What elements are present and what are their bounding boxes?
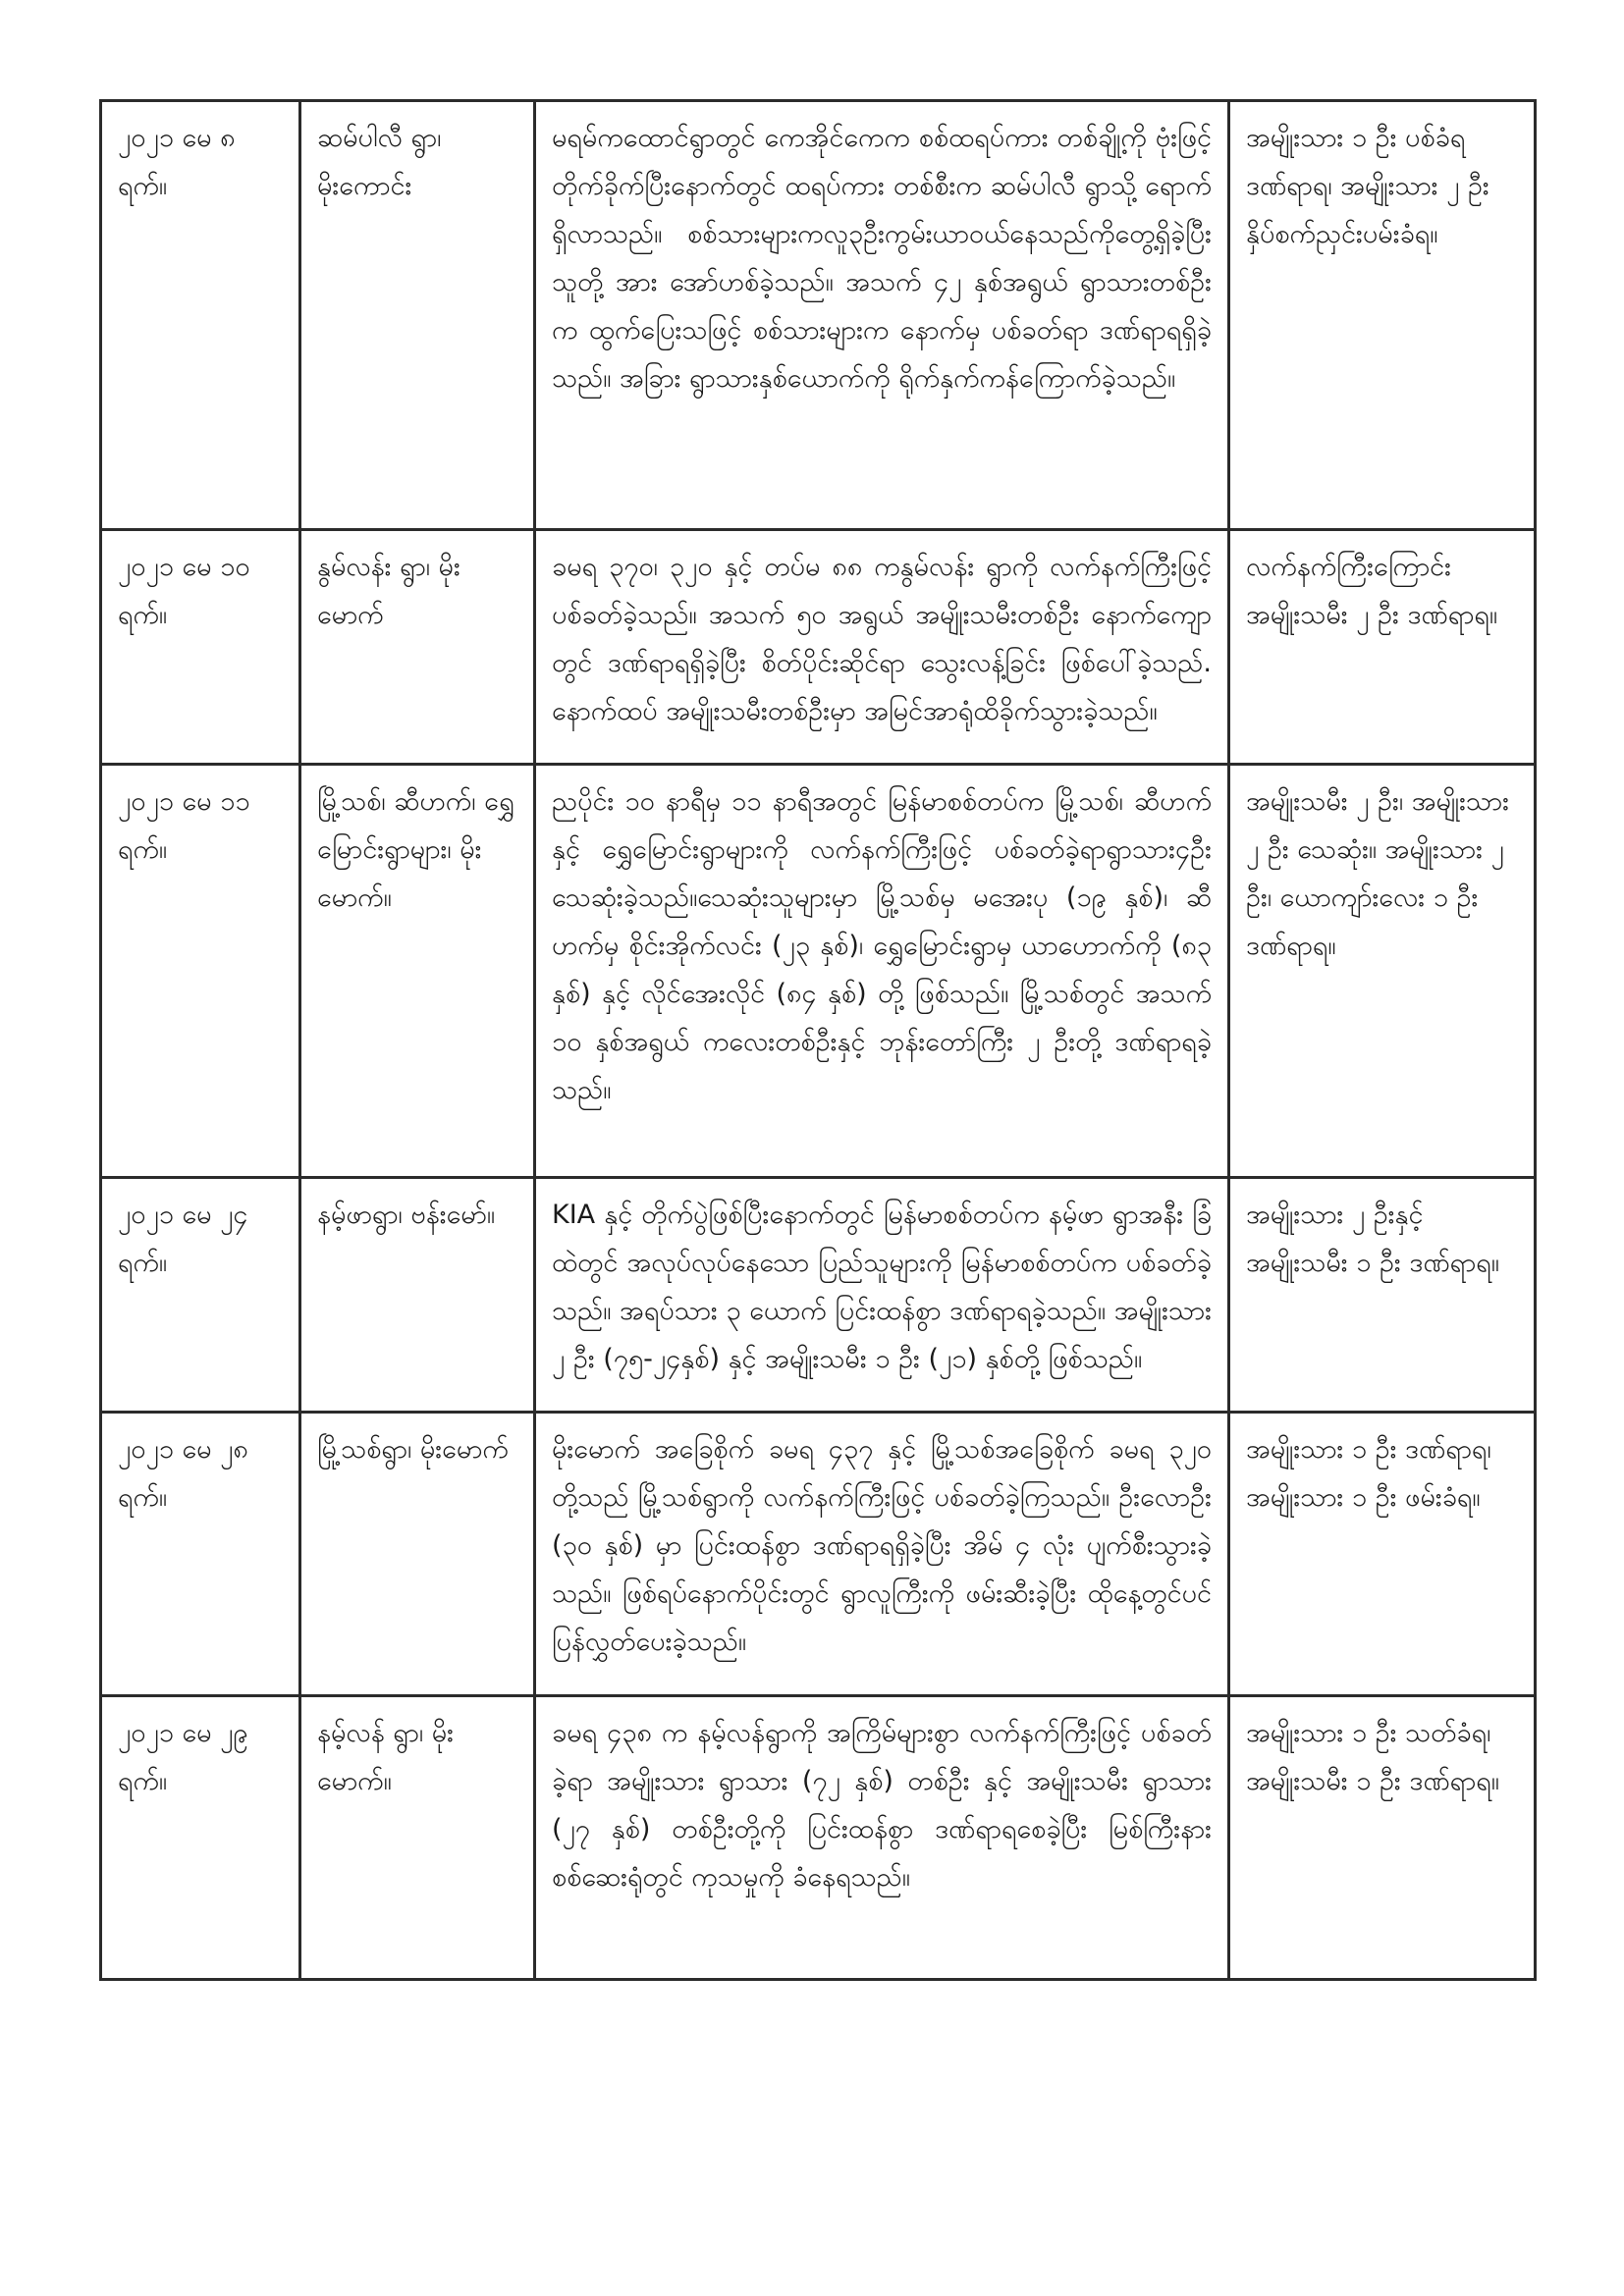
date-cell: ၂၀၂၁ မေ ၂၄ ရက်။ <box>101 1178 300 1413</box>
table-row <box>101 1413 1536 1696</box>
table-row <box>101 1696 1536 1980</box>
date-cell: ၂၀၂၁ မေ ၂၈ ရက်။ <box>101 1413 300 1696</box>
location-cell: နမ့်ဖာရွာ၊ ဗန်းမော်။ <box>300 1178 535 1413</box>
table-row <box>101 101 1536 530</box>
table-row <box>101 530 1536 765</box>
location-cell: ဆမ်ပါလီ ရွာ၊ မိုးကောင်း <box>300 101 535 530</box>
victims-cell: အမျိုးသား ၁ ဦး ပစ်ခံရ ဒဏ်ရာရ၊ အမျိုးသား ၂ ဦးနှိပ်စက်ညှင်းပမ်းခံရ။ <box>1229 101 1536 530</box>
location-cell: နွမ်လန်း ရွာ၊ မိုးမောက် <box>300 530 535 765</box>
location-cell: နမ့်လန် ရွာ၊ မိုးမောက်။ <box>300 1696 535 1980</box>
victims-cell: အမျိုးသမီး ၂ ဦး၊ အမျိုးသား ၂ ဦး သေဆုံး။ အမျိုးသား ၂ ဦး၊ ယောကျာ်းလေး ၁ ဦး ဒဏ်ရာရ။ <box>1229 765 1536 1178</box>
date-cell: ၂၀၂၁ မေ ၁၁ ရက်။ <box>101 765 300 1178</box>
description-cell: ညပိုင်း ၁၀ နာရီမှ ၁၁ နာရီအတွင် မြန်မာစစ်တပ်က မြို့သစ်၊ ဆီဟက်နှင့် ရွှေမြောင်းရွာများကို လက်နက်ကြီးဖြင့် ပစ်ခတ်ခဲ့ရာရွာသား၄ဦးသေဆုံးခဲ့သည်။သေဆုံးသူများမှာ မြို့သစ်မှ မအေးပု (၁၉ နှစ်)၊ ဆီဟက်မှ စိုင်းအိုက်လင်း (၂၃ နှစ်)၊ ရွှေမြောင်းရွာမှ ယာဟောက်ကို (၈၃ နှစ်) နှင့် လိုင်အေးလိုင် (၈၄ နှစ်) တို့ ဖြစ်သည်။ မြို့သစ်တွင် အသက် ၁၀ နှစ်အရွယ် ကလေးတစ်ဦးနှင့် ဘုန်းတော်ကြီး ၂ ဦးတို့ ဒဏ်ရာရခဲ့သည်။ <box>535 765 1229 1178</box>
victims-cell: အမျိုးသား ၁ ဦး ဒဏ်ရာရ၊ အမျိုးသား ၁ ဦး ဖမ်းခံရ။ <box>1229 1413 1536 1696</box>
date-cell: ၂၀၂၁ မေ ၁၀ ရက်။ <box>101 530 300 765</box>
description-cell: KIA နှင့် တိုက်ပွဲဖြစ်ပြီးနောက်တွင် မြန်မာစစ်တပ်က နမ့်ဖာ ရွာအနီး ခြံထဲတွင် အလုပ်လုပ်နေသော ပြည်သူများကို မြန်မာစစ်တပ်က ပစ်ခတ်ခဲ့သည်။ အရပ်သား ၃ ယောက် ပြင်းထန်စွာ ဒဏ်ရာရခဲ့သည်။ အမျိုးသား ၂ ဦး (၇၅-၂၄နှစ်) နှင့် အမျိုးသမီး ၁ ဦး (၂၁) နှစ်တို့ ဖြစ်သည်။ <box>535 1178 1229 1413</box>
description-cell: ခမရ ၃၇၀၊ ၃၂၀ နှင့် တပ်မ ၈၈ ကနွမ်လန်း ရွာကို လက်နက်ကြီးဖြင့် ပစ်ခတ်ခဲ့သည်။ အသက် ၅၀ အရွယ် အမျိုးသမီးတစ်ဦး နောက်ကျောတွင် ဒဏ်ရာရရှိခဲ့ပြီး စိတ်ပိုင်းဆိုင်ရာ သွေးလန့်ခြင်း ဖြစ်ပေါ်ခဲ့သည်. နောက်ထပ် အမျိုးသမီးတစ်ဦးမှာ အမြင်အာရုံထိခိုက်သွားခဲ့သည်။ <box>535 530 1229 765</box>
incident-table <box>99 99 1537 1981</box>
description-cell: ခမရ ၄၃၈ က နမ့်လန်ရွာကို အကြိမ်များစွာ လက်နက်ကြီးဖြင့် ပစ်ခတ်ခဲ့ရာ အမျိုးသား ရွာသား (၇၂ နှစ်) တစ်ဦး နှင့် အမျိုးသမီး ရွာသား (၂၇ နှစ်) တစ်ဦးတို့ကို ပြင်းထန်စွာ ဒဏ်ရာရစေခဲ့ပြီး မြစ်ကြီးနား စစ်ဆေးရုံတွင် ကုသမှုကို ခံနေရသည်။ <box>535 1696 1229 1980</box>
victims-cell: အမျိုးသား ၂ ဦးနှင့် အမျိုးသမီး ၁ ဦး ဒဏ်ရာရ။ <box>1229 1178 1536 1413</box>
location-cell: မြို့သစ်ရွာ၊ မိုးမောက် <box>300 1413 535 1696</box>
victims-cell: လက်နက်ကြီးကြောင်း အမျိုးသမီး ၂ ဦး ဒဏ်ရာရ။ <box>1229 530 1536 765</box>
date-cell: ၂၀၂၁ မေ ၂၉ ရက်။ <box>101 1696 300 1980</box>
description-cell: မရမ်ကထောင်ရွာတွင် ကေအိုင်ကေက စစ်ထရပ်ကား တစ်ချို့ကို ဗုံးဖြင့် တိုက်ခိုက်ပြီးနောက်တွင် ထရပ်ကား တစ်စီးက ဆမ်ပါလီ ရွာသို့ ရောက်ရှိလာသည်။ စစ်သားများကလူ၃ဦးကွမ်းယာဝယ်နေသည်ကိုတွေ့ရှိခဲ့ပြီး သူတို့ အား အော်ဟစ်ခဲ့သည်။ အသက် ၄၂ နှစ်အရွယ် ရွာသားတစ်ဦးက ထွက်ပြေးသဖြင့် စစ်သားများက နောက်မှ ပစ်ခတ်ရာ ဒဏ်ရာရရှိခဲ့သည်။ အခြား ရွာသားနှစ်ယောက်ကို ရိုက်နှက်ကန်ကြောက်ခဲ့သည်။ <box>535 101 1229 530</box>
description-cell: မိုးမောက် အခြေစိုက် ခမရ ၄၃၇ နှင့် မြို့သစ်အခြေစိုက် ခမရ ၃၂၀ တို့သည် မြို့သစ်ရွာကို လက်နက်ကြီးဖြင့် ပစ်ခတ်ခဲ့ကြသည်။ ဦးလောဦး (၃၀ နှစ်) မှာ ပြင်းထန်စွာ ဒဏ်ရာရရှိခဲ့ပြီး အိမ် ၄ လုံး ပျက်စီးသွားခဲ့သည်။ ဖြစ်ရပ်နောက်ပိုင်းတွင် ရွာလူကြီးကို ဖမ်းဆီးခဲ့ပြီး ထိုနေ့တွင်ပင် ပြန်လွှတ်ပေးခဲ့သည်။ <box>535 1413 1229 1696</box>
location-cell: မြို့သစ်၊ ဆီဟက်၊ ရွှေမြောင်းရွာများ၊ မိုးမောက်။ <box>300 765 535 1178</box>
date-cell: ၂၀၂၁ မေ ၈ ရက်။ <box>101 101 300 530</box>
table-row <box>101 1178 1536 1413</box>
table-row <box>101 765 1536 1178</box>
victims-cell: အမျိုးသား ၁ ဦး သတ်ခံရ၊ အမျိုးသမီး ၁ ဦး ဒဏ်ရာရ။ <box>1229 1696 1536 1980</box>
